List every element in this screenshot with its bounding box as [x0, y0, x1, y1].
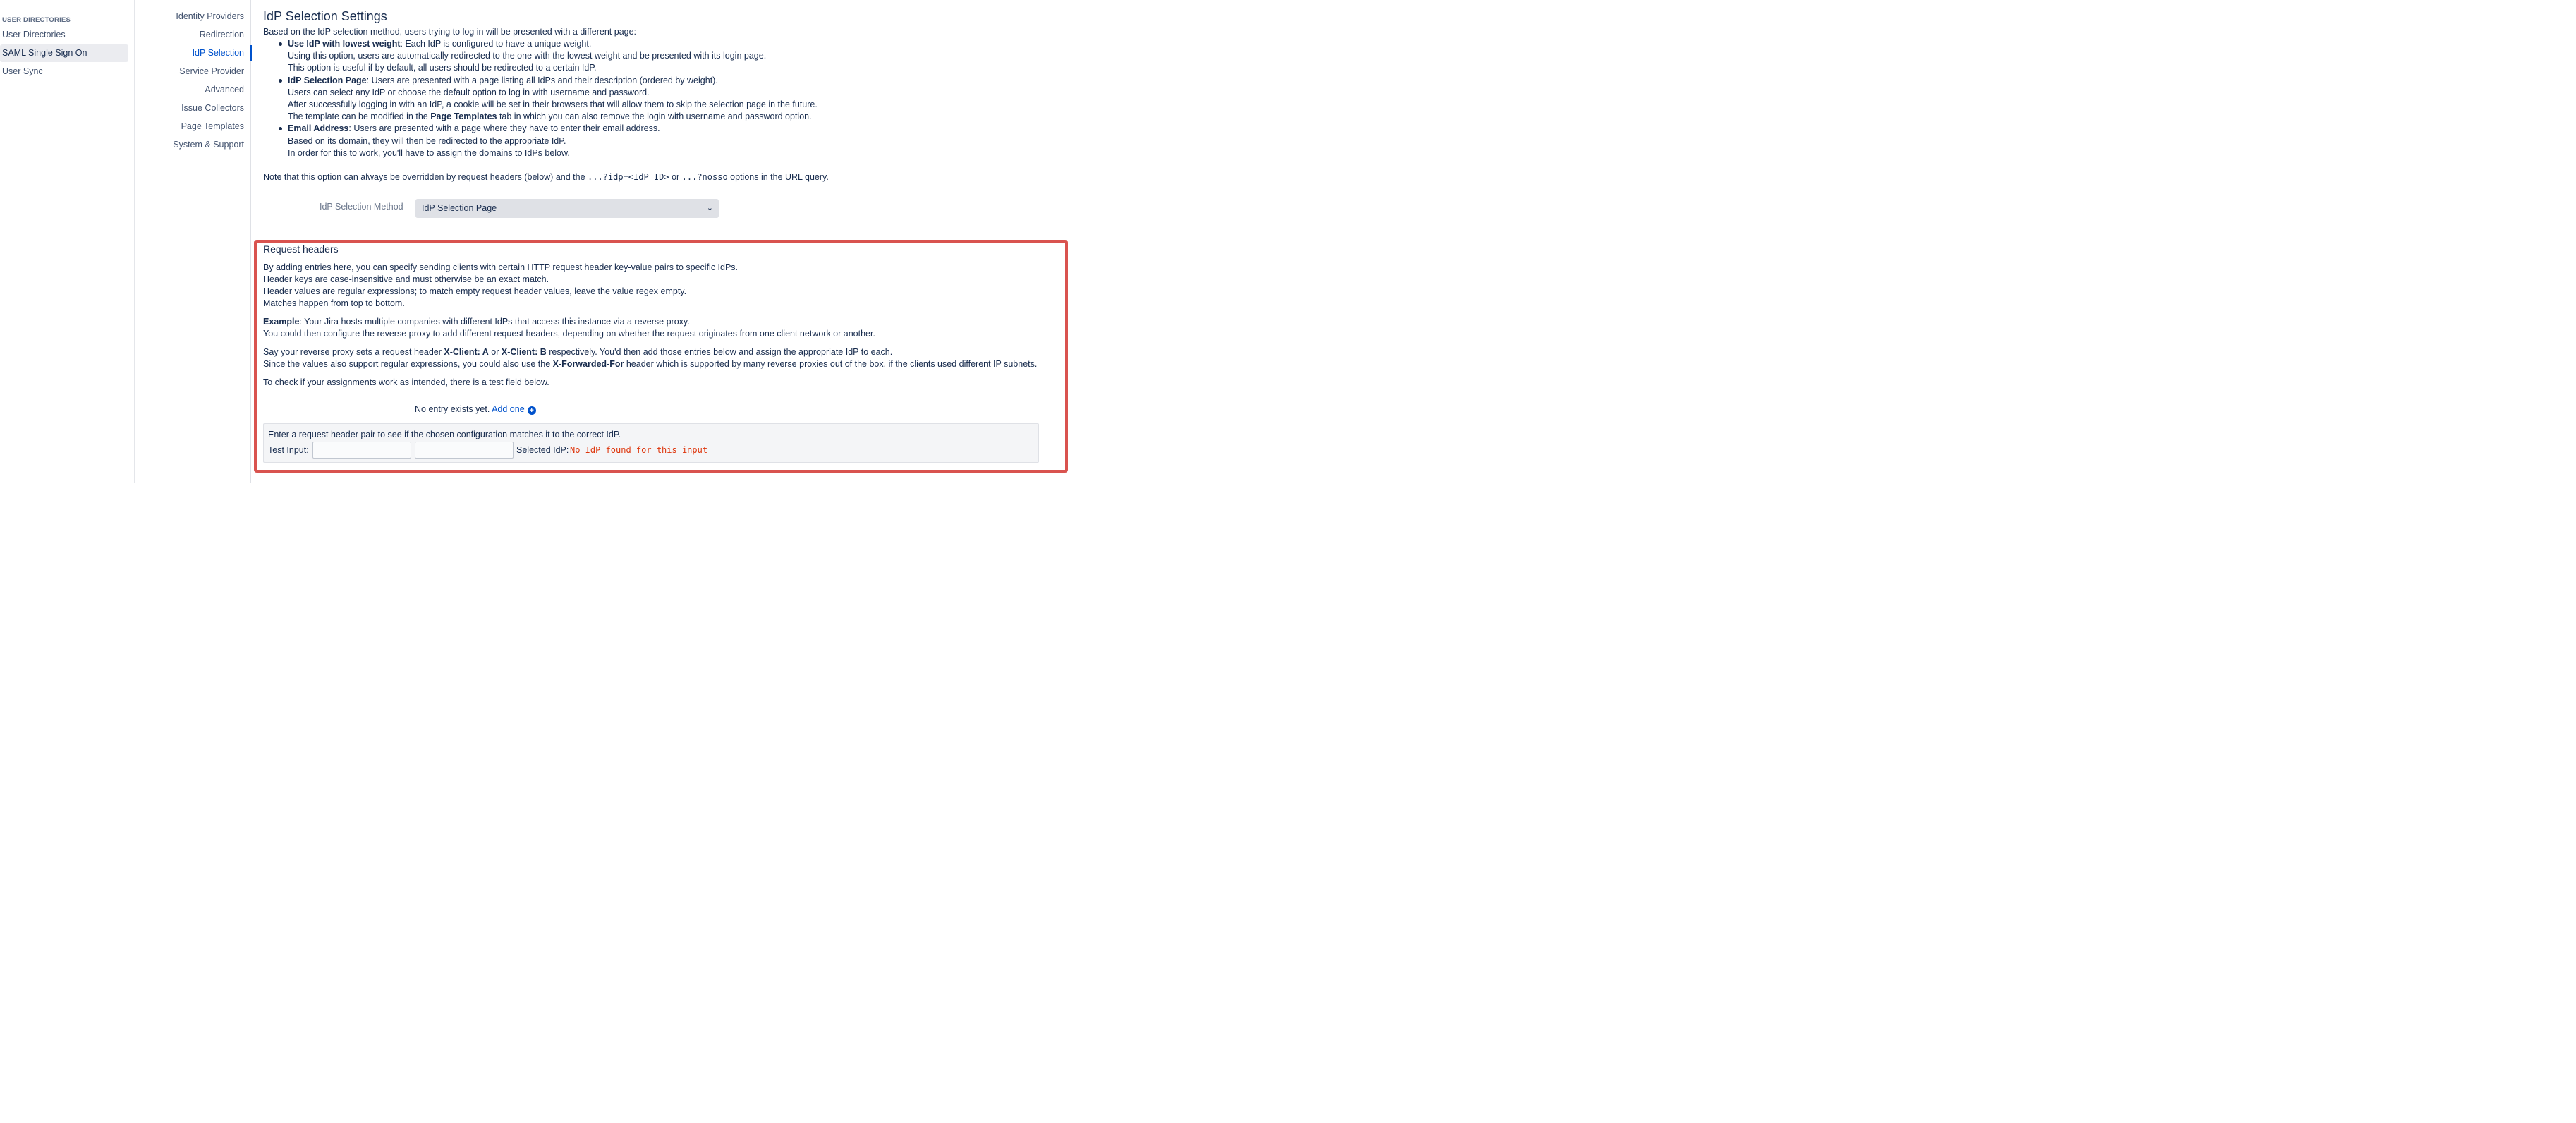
bullet-line: After successfully logging in with an IdP, a cookie will be set in their browsers that will allow them to skip the selection page in the future. [288, 99, 818, 110]
bullet-line: In order for this to work, you'll have to assign the domains to IdPs below. [288, 147, 570, 158]
selected-idp-result: No IdP found for this input [570, 445, 708, 455]
bullet-line-bold: Page Templates [430, 111, 497, 122]
bullet-line [288, 111, 818, 123]
info-line: Header values are regular expressions; to match empty request header values, leave the value regex empty. [263, 286, 687, 296]
page-title: IdP Selection Settings [263, 9, 387, 23]
tab-service-provider[interactable]: Service Provider [179, 66, 244, 76]
say-text: Say your reverse proxy sets a request header [263, 347, 444, 357]
method-label: IdP Selection Method [320, 202, 403, 212]
tab-page-templates[interactable]: Page Templates [181, 121, 244, 131]
since-bold: X-Forwarded-For [552, 359, 624, 369]
info-line: Header keys are case-insensitive and must otherwise be an exact match. [263, 274, 549, 284]
list-item [288, 75, 818, 123]
tab-advanced[interactable]: Advanced [205, 85, 244, 95]
subnav-divider [250, 0, 251, 483]
say-line [263, 346, 892, 358]
bullet-term: IdP Selection Page [288, 75, 367, 85]
active-tab-indicator [250, 45, 252, 61]
bullet-text: : Each IdP is configured to have a unique weight. [400, 39, 592, 49]
bullet-text: : Users are presented with a page where they have to enter their email address. [348, 123, 660, 134]
check-line: To check if your assignments work as intended, there is a test field below. [263, 377, 549, 387]
bullet-line-text: tab in which you can also remove the login with username and password option. [497, 111, 812, 122]
intro-text: Based on the IdP selection method, users trying to log in will be presented with a different page: [263, 27, 637, 37]
selection-methods-list [263, 38, 818, 159]
tab-redirection[interactable]: Redirection [199, 30, 244, 40]
list-item [288, 38, 818, 75]
method-select-value: IdP Selection Page [422, 203, 497, 213]
add-one-link[interactable]: Add one [492, 404, 525, 414]
test-panel [263, 423, 1039, 463]
info-line: By adding entries here, you can specify sending clients with certain HTTP request header key-value pairs to specific IdPs. [263, 262, 739, 272]
tab-issue-collectors[interactable]: Issue Collectors [181, 103, 244, 113]
list-item [288, 123, 818, 159]
test-input-label: Test Input: [268, 445, 309, 455]
example-line [263, 316, 690, 328]
test-description: Enter a request header pair to see if the chosen configuration matches it to the correct IdP. [268, 430, 621, 439]
note-code: ...?idp=<IdP ID> [588, 172, 669, 182]
since-text: header which is supported by many reverse proxies out of the box, if the clients used different IP subnets. [624, 359, 1038, 369]
bullet-term: Email Address [288, 123, 349, 134]
override-note [263, 171, 829, 183]
example-line: You could then configure the reverse proxy to add different request headers, depending on whether the request originates from one client network or another. [263, 329, 875, 339]
sidebar [0, 0, 135, 483]
since-text: Since the values also support regular expressions, you could also use the [263, 359, 553, 369]
bullet-line: Using this option, users are automatically redirected to the one with the lowest weight and be presented with its login page. [288, 51, 767, 61]
chevron-down-icon: ⌄ [706, 204, 713, 212]
tab-system-support[interactable]: System & Support [173, 140, 244, 150]
tab-idp-selection[interactable]: IdP Selection [192, 48, 244, 58]
note-code: ...?nosso [681, 172, 728, 182]
bullet-term: Use IdP with lowest weight [288, 39, 401, 49]
test-header-value-input[interactable] [415, 442, 514, 459]
say-bold: X-Client: B [501, 347, 547, 357]
bullet-line: This option is useful if by default, all users should be redirected to a certain IdP. [288, 63, 597, 73]
say-text: respectively. You'd then add those entries below and assign the appropriate IdP to each. [546, 347, 893, 357]
example-term: Example [263, 317, 300, 327]
section-title: Request headers [263, 243, 339, 255]
sidebar-item-saml-sso[interactable]: SAML Single Sign On [0, 44, 128, 62]
page [0, 0, 1100, 483]
info-line: Matches happen from top to bottom. [263, 298, 405, 308]
bullet-line: Based on its domain, they will then be redirected to the appropriate IdP. [288, 135, 566, 146]
sidebar-item-user-sync[interactable]: User Sync [2, 66, 43, 76]
bullet-text: : Users are presented with a page listing all IdPs and their description (ordered by weight). [366, 75, 718, 85]
sidebar-heading: USER DIRECTORIES [2, 16, 71, 24]
no-entry-text: No entry exists yet. [415, 404, 490, 414]
since-line [263, 358, 1037, 370]
bullet-line-text: The template can be modified in the [288, 111, 431, 122]
bullet-line: Users can select any IdP or choose the default option to log in with username and password. [288, 87, 650, 97]
no-entry-row [415, 403, 536, 415]
note-text: or [669, 172, 682, 182]
example-text: : Your Jira hosts multiple companies with different IdPs that access this instance via a reverse proxy. [299, 317, 690, 327]
selected-idp-label: Selected IdP: [516, 445, 569, 455]
note-text: options in the URL query. [727, 172, 829, 182]
method-select[interactable] [415, 199, 719, 218]
say-text: or [488, 347, 502, 357]
note-text: Note that this option can always be overridden by request headers (below) and the [263, 172, 588, 182]
say-bold: X-Client: A [444, 347, 489, 357]
sidebar-item-user-directories[interactable]: User Directories [2, 30, 66, 40]
plus-circle-icon[interactable]: + [528, 406, 536, 415]
tab-identity-providers[interactable]: Identity Providers [176, 11, 244, 21]
test-header-key-input[interactable] [312, 442, 411, 459]
